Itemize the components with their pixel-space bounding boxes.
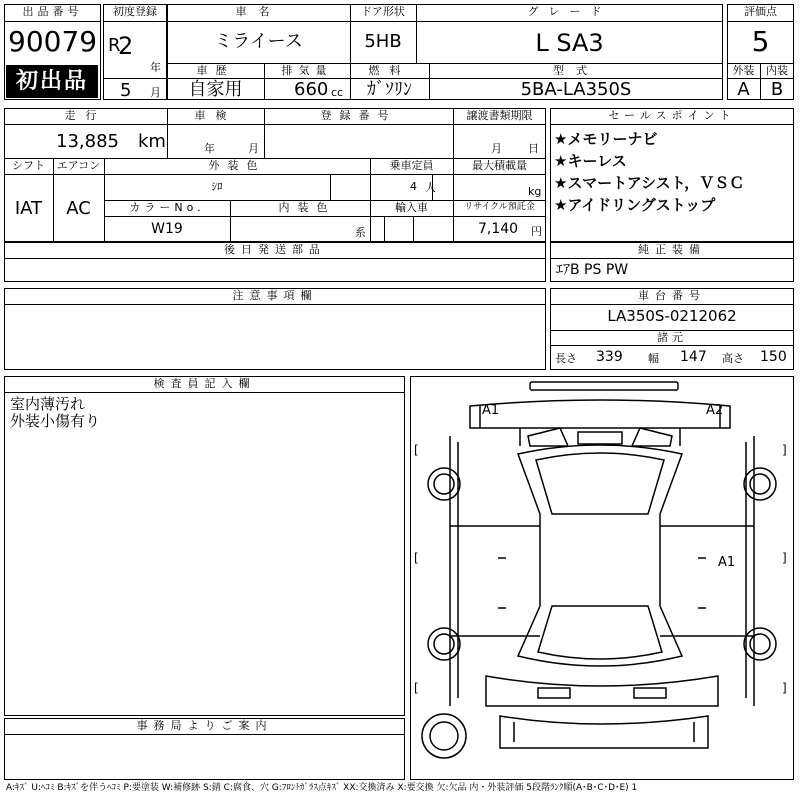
reg-number-label: 登録番号: [320, 109, 397, 122]
displacement-unit: cc: [331, 86, 344, 99]
sales-point-item: ★キーレス: [554, 152, 627, 170]
first-listing-badge: 初出品: [6, 65, 98, 98]
svg-text:]: ]: [782, 443, 787, 457]
int-color-label: 内装色: [278, 201, 336, 214]
color-no-value: W19: [151, 221, 183, 237]
dims-label: 諸元: [657, 331, 687, 344]
office-notice-label: 事務局よりご案内: [136, 719, 273, 732]
aircon-value: AC: [66, 198, 91, 219]
left-front-glass: [528, 428, 568, 446]
damage-mark-right-door: A1: [718, 555, 736, 570]
car-damage-diagram: [410, 376, 794, 780]
shift-value: IAT: [14, 198, 43, 219]
load-label: 最大積載量: [472, 159, 527, 172]
height-value: 150: [760, 349, 787, 365]
sales-point-item: ★スマートアシスト，ＶＳＣ: [554, 174, 745, 192]
capacity-label: 乗車定員: [389, 159, 434, 172]
recycle-label: リサイクル預託金: [464, 202, 535, 212]
ext-color-value: ｼﾛ: [211, 180, 223, 193]
mileage-unit: km: [138, 131, 166, 152]
fuel-value: ｶﾞｿﾘﾝ: [367, 79, 412, 100]
registration-year: 2: [118, 32, 134, 60]
era: R: [108, 35, 121, 56]
transfer-day-unit: 日: [528, 142, 539, 155]
svg-text:[: [: [414, 551, 419, 565]
svg-text:]: ]: [782, 681, 787, 695]
grade-value: L SA3: [535, 29, 604, 57]
sales-points-list: [554, 128, 790, 216]
import-label: 輸入車: [395, 201, 428, 214]
notes-label: 注意事項欄: [232, 289, 318, 302]
sales-points-label: セールスポイント: [608, 109, 736, 122]
sales-point-item: ★メモリーナビ: [554, 130, 658, 148]
width-label: 幅: [648, 352, 659, 365]
specs-box: [4, 108, 546, 242]
lot-number-label: 出品番号: [22, 5, 83, 18]
mileage-value: 13,885: [56, 131, 119, 152]
year-unit: 年: [150, 61, 161, 74]
displacement-label: 排気量: [281, 64, 333, 77]
later-parts-label: 後日発送部品: [224, 243, 326, 256]
exterior-label: 外装: [732, 64, 755, 77]
model-value: 5BA-LA350S: [520, 79, 632, 100]
length-value: 339: [596, 349, 623, 365]
width-value: 147: [680, 349, 707, 365]
interior-label: 内装: [766, 64, 788, 77]
door-label: ドア形状: [361, 5, 405, 18]
genuine-equipment-value: ｴｱB PS PW: [556, 262, 629, 278]
recycle-unit: 円: [531, 225, 542, 238]
model-label: 型式: [553, 64, 599, 77]
inspection-year-unit: 年: [204, 142, 215, 155]
recycle-value: 7,140: [478, 221, 519, 237]
damage-mark-front-right: A2: [706, 403, 724, 418]
month-unit: 月: [150, 86, 161, 99]
registration-month: 5: [120, 80, 132, 101]
car-name: ミライース: [214, 31, 303, 52]
car-name-label: 車名: [235, 5, 282, 18]
grade-label: グレード: [527, 5, 612, 18]
door-value: 5HB: [364, 31, 402, 52]
length-label: 長さ: [555, 352, 577, 365]
color-no-label: カラーNo.: [129, 201, 205, 214]
chassis-number: LA350S-0212062: [607, 307, 737, 325]
svg-text:[: [: [414, 443, 419, 457]
inspection-label: 車検: [194, 109, 237, 122]
displacement-value: 660: [294, 79, 329, 100]
aircon-label: エアコン: [56, 159, 101, 172]
height-label: 高さ: [722, 352, 744, 365]
history-value: 自家用: [188, 79, 243, 100]
score-label: 評価点: [744, 5, 777, 18]
inspection-month-unit: 月: [248, 142, 259, 155]
mileage-label: 走行: [64, 109, 107, 122]
transfer-month-unit: 月: [491, 142, 502, 155]
int-color-unit: 系: [355, 226, 366, 239]
lot-number: 90079: [8, 25, 98, 58]
history-label: 車歴: [196, 64, 235, 77]
genuine-equipment-label: 純正装備: [638, 243, 706, 256]
svg-text:]: ]: [782, 551, 787, 565]
sales-point-item: ★アイドリングストップ: [554, 196, 716, 214]
inspector-note-1: 室内薄汚れ: [10, 395, 86, 413]
first-registration-label: 初度登録: [113, 5, 157, 18]
ext-color-label: 外装色: [208, 159, 266, 172]
interior-grade: B: [770, 79, 784, 100]
load-unit: kg: [528, 185, 542, 198]
fuel-label: 燃料: [368, 64, 411, 77]
damage-mark-front-left: A1: [482, 403, 500, 418]
capacity-value: 4: [410, 180, 417, 193]
inspector-note-2: 外装小傷有り: [10, 412, 101, 430]
exterior-grade: A: [737, 79, 750, 100]
legend: A:ｷｽﾞ U:ﾍｺﾐ B:ｷｽﾞを伴うﾍｺﾐ P:要塗装 W:補修跡 S:錆 C:腐食、穴 G:ﾌﾛﾝﾄｶﾞﾗｽ点ｷｽﾞ XX:交換済み X:要交換 欠:欠品 内・外装評価 5段階ﾗﾝｸ順(A･B･C･D･E) 1: [6, 783, 638, 793]
svg-text:[: [: [414, 681, 419, 695]
chassis-label: 車台番号: [638, 289, 706, 302]
inspector-label: 検査員記入欄: [153, 377, 256, 390]
shift-label: シフト: [12, 159, 45, 172]
capacity-unit: 人: [425, 181, 436, 194]
score-value: 5: [751, 25, 770, 58]
transfer-label: 譲渡書類期限: [466, 109, 533, 122]
